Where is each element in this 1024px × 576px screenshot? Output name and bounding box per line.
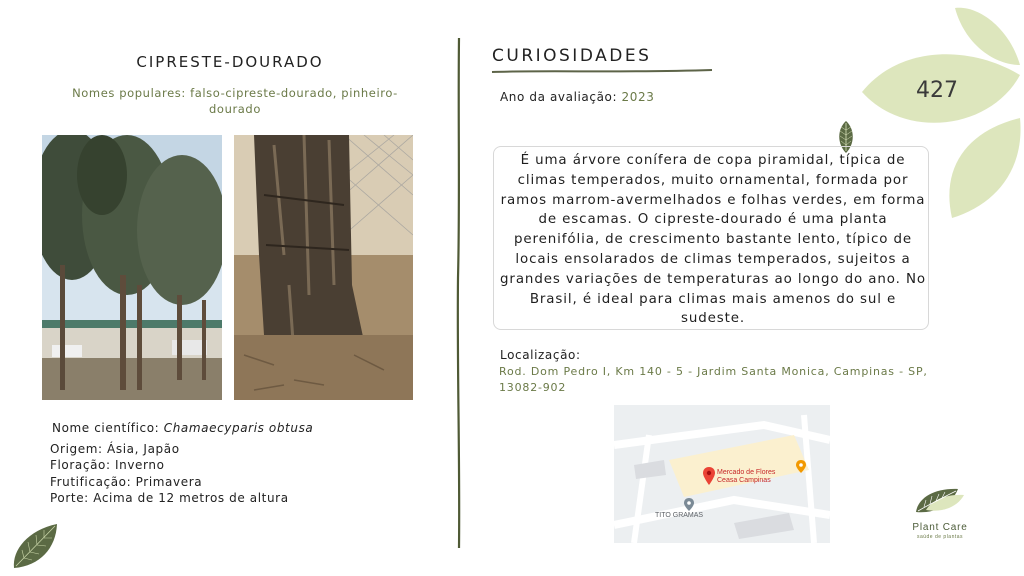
map-place-line2: Ceasa Campinas bbox=[717, 477, 771, 484]
evaluation-year bbox=[500, 90, 655, 104]
plant-care-logo bbox=[904, 486, 976, 540]
map-secondary-pin-icon bbox=[684, 498, 694, 511]
plant-facts bbox=[50, 420, 313, 507]
popular-names: Nomes populares: falso-cipreste-dourado, pinheiro-dourado bbox=[72, 86, 398, 116]
map-place-line1: Mercado de Flores bbox=[717, 469, 776, 476]
flowering: Floração: Inverno bbox=[50, 458, 165, 472]
location-map[interactable] bbox=[614, 405, 830, 543]
photo-trunk bbox=[234, 135, 413, 400]
heading-underline bbox=[490, 67, 715, 75]
description-text: É uma árvore conífera de copa piramidal, típica de climas temperados, muito ornamental, formada por ramos marrom-avermelhados e folhas verdes, em forma de escamas. O cipreste-dourado é uma planta perenifólia, de crescimento bastante lento, típico de locais ensolarados de climas temperados, sujeitos a grandes variações de temperaturas ao longo do ano. No Brasil, é ideal para climas mais amenos do sul e sudeste. bbox=[500, 153, 926, 327]
size: Porte: Acima de 12 metros de altura bbox=[50, 491, 289, 505]
column-divider bbox=[453, 38, 465, 548]
evaluation-year-label: Ano da avaliação: bbox=[500, 90, 618, 104]
curiosities-heading: CURIOSIDADES bbox=[492, 46, 652, 66]
location-label: Localização: bbox=[500, 348, 581, 362]
plant-care-logo-icon bbox=[912, 486, 968, 516]
scientific-name-label: Nome científico: bbox=[52, 421, 160, 435]
fruiting: Frutificação: Primavera bbox=[50, 474, 203, 489]
map-food-pin-icon bbox=[796, 460, 806, 473]
location-address: Rod. Dom Pedro I, Km 140 - 5 - Jardim Santa Monica, Campinas - SP, 13082-902 bbox=[499, 365, 928, 394]
origin: Origem: Ásia, Japão bbox=[50, 441, 180, 456]
logo-tagline: saúde de plantas bbox=[916, 534, 964, 540]
scientific-name-row bbox=[50, 420, 313, 437]
map-pin-icon[interactable] bbox=[703, 467, 715, 485]
page-number: 427 bbox=[916, 78, 958, 103]
scientific-name: Chamaecyparis obtusa bbox=[163, 421, 314, 435]
evaluation-year-value: 2023 bbox=[621, 90, 655, 104]
map-secondary-label: TITO GRAMAS bbox=[655, 512, 704, 519]
logo-name: Plant Care bbox=[912, 522, 968, 533]
plant-name: CIPRESTE-DOURADO bbox=[136, 53, 324, 71]
photo-trees bbox=[42, 135, 222, 400]
decorative-leaf-bottom-left bbox=[10, 522, 60, 570]
